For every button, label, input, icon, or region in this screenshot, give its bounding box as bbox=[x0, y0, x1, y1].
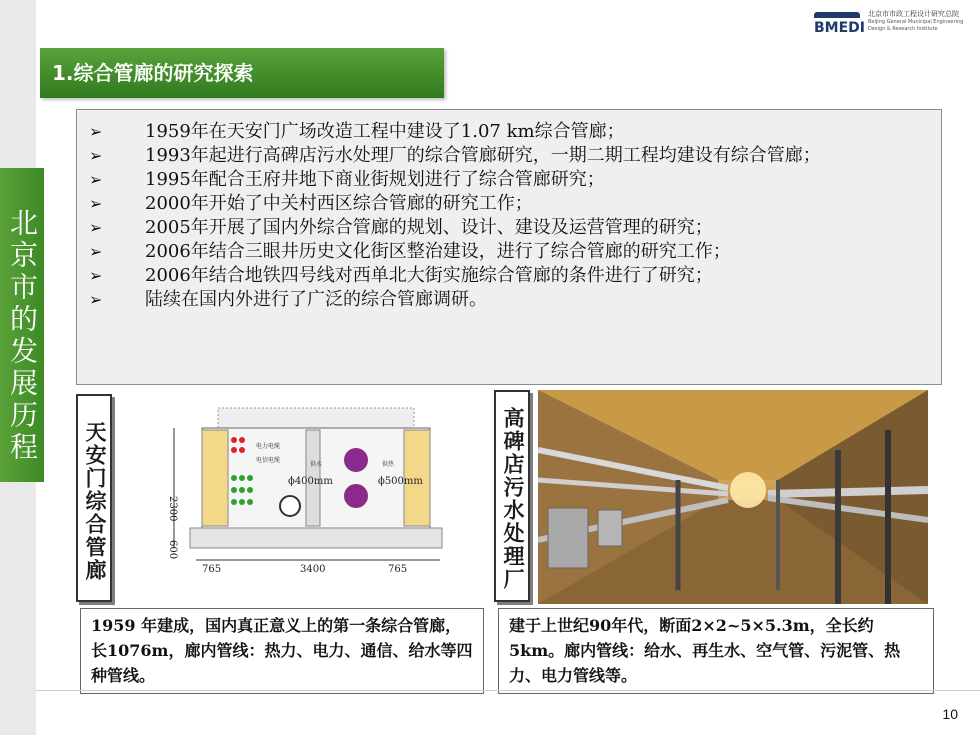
list-item bbox=[77, 216, 941, 240]
dim-right: 765 bbox=[388, 564, 408, 575]
list-item-text: 1993年起进行高碑店污水处理厂的综合管廊研究，一期二期工程均建设有综合管廊； bbox=[145, 145, 821, 166]
telecom-cable-dot bbox=[239, 499, 245, 505]
pipe-left-size: ϕ400mm bbox=[288, 476, 333, 487]
power-cable-dot bbox=[231, 437, 237, 443]
power-cable-dot bbox=[239, 437, 245, 443]
label-power: 电力电缆 bbox=[256, 443, 281, 450]
logo-text bbox=[868, 10, 963, 33]
telecom-cable-dot bbox=[239, 487, 245, 493]
heat-pipe bbox=[344, 448, 368, 472]
tunnel-cross-section-diagram bbox=[130, 400, 450, 580]
arrow-bullet-icon: ➢ bbox=[89, 146, 103, 165]
list-item-text: 1995年配合王府井地下商业街规划进行了综合管廊研究； bbox=[145, 169, 605, 190]
telecom-cable-dot bbox=[247, 475, 253, 481]
list-item bbox=[77, 264, 941, 288]
list-item-text: 2000年开始了中关村西区综合管廊的研究工作； bbox=[145, 193, 533, 214]
side-label: 北京市的发展历程 bbox=[0, 168, 44, 482]
water-pipe bbox=[280, 496, 300, 516]
arrow-bullet-icon: ➢ bbox=[89, 170, 103, 189]
label-telecom: 电信电缆 bbox=[256, 457, 281, 464]
list-item bbox=[77, 168, 941, 192]
list-item-text: 1959年在天安门广场改造工程中建设了1.07 km综合管廊； bbox=[145, 121, 625, 142]
arrow-bullet-icon: ➢ bbox=[89, 266, 103, 285]
telecom-cable-dot bbox=[231, 499, 237, 505]
label-water: 供水 bbox=[310, 461, 323, 468]
arrow-bullet-icon: ➢ bbox=[89, 242, 103, 261]
label-heat: 供热 bbox=[382, 461, 395, 468]
list-item-text: 2006年结合地铁四号线对西单北大街实施综合管廊的条件进行了研究； bbox=[145, 265, 713, 286]
logo-mark-text: BMEDI bbox=[814, 20, 865, 36]
logo-line-3: Design & Research Institute bbox=[868, 26, 938, 32]
top-slab bbox=[218, 408, 414, 428]
arrow-bullet-icon: ➢ bbox=[89, 218, 103, 237]
tunnel-photo bbox=[538, 390, 928, 604]
history-list bbox=[77, 110, 941, 312]
section-title: 1.综合管廊的研究探索 bbox=[40, 48, 444, 98]
tunnel-photo-art bbox=[538, 390, 928, 604]
list-item-text: 陆续在国内外进行了广泛的综合管廊调研。 bbox=[145, 289, 487, 310]
dim-left: 765 bbox=[202, 564, 222, 575]
list-item bbox=[77, 144, 941, 168]
pipe-right-size: ϕ500mm bbox=[378, 476, 423, 487]
dim-center: 3400 bbox=[300, 564, 326, 575]
telecom-cable-dot bbox=[247, 487, 253, 493]
logo-line-1: 北京市市政工程设计研究总院 bbox=[868, 10, 959, 18]
telecom-cable-dot bbox=[231, 475, 237, 481]
telecom-cable-dot bbox=[239, 475, 245, 481]
dim-base: 600 bbox=[167, 540, 178, 560]
list-item-text: 2005年开展了国内外综合管廊的规划、设计、建设及运营管理的研究； bbox=[145, 217, 713, 238]
arrow-bullet-icon: ➢ bbox=[89, 194, 103, 213]
tiananmen-tunnel-label: 天安门综合管廊 bbox=[76, 394, 112, 602]
left-wall bbox=[202, 430, 228, 526]
arrow-bullet-icon: ➢ bbox=[89, 122, 103, 141]
page-number: 10 bbox=[942, 706, 958, 722]
arrow-bullet-icon: ➢ bbox=[89, 290, 103, 309]
list-item bbox=[77, 240, 941, 264]
gaobeidian-plant-label: 高碑店污水处理厂 bbox=[494, 390, 530, 602]
tiananmen-caption: 1959 年建成，国内真正意义上的第一条综合管廊，长1076m，廊内管线：热力、电力、通信、给水等四种管线。 bbox=[80, 608, 484, 694]
bmedi-logo bbox=[814, 8, 974, 42]
list-item bbox=[77, 192, 941, 216]
telecom-cable-dot bbox=[247, 499, 253, 505]
heat-pipe bbox=[344, 484, 368, 508]
logo-line-2: Beijing General Municipal Engineering bbox=[868, 19, 964, 25]
power-cable-dot bbox=[239, 447, 245, 453]
gaobeidian-caption: 建于上世纪90年代，断面2×2~5×5.3m，全长约5km。廊内管线：给水、再生水、空气管、污泥管、热力、电力管线等。 bbox=[498, 608, 934, 694]
list-item bbox=[77, 120, 941, 144]
dim-height: 2300 bbox=[167, 496, 178, 522]
telecom-cable-dot bbox=[231, 487, 237, 493]
base-slab bbox=[190, 528, 442, 548]
power-cable-dot bbox=[231, 447, 237, 453]
logo-mark bbox=[814, 12, 865, 38]
list-item bbox=[77, 288, 941, 312]
footer-divider bbox=[36, 690, 980, 691]
history-bullet-box bbox=[76, 109, 942, 385]
list-item-text: 2006年结合三眼井历史文化街区整治建设，进行了综合管廊的研究工作； bbox=[145, 241, 731, 262]
